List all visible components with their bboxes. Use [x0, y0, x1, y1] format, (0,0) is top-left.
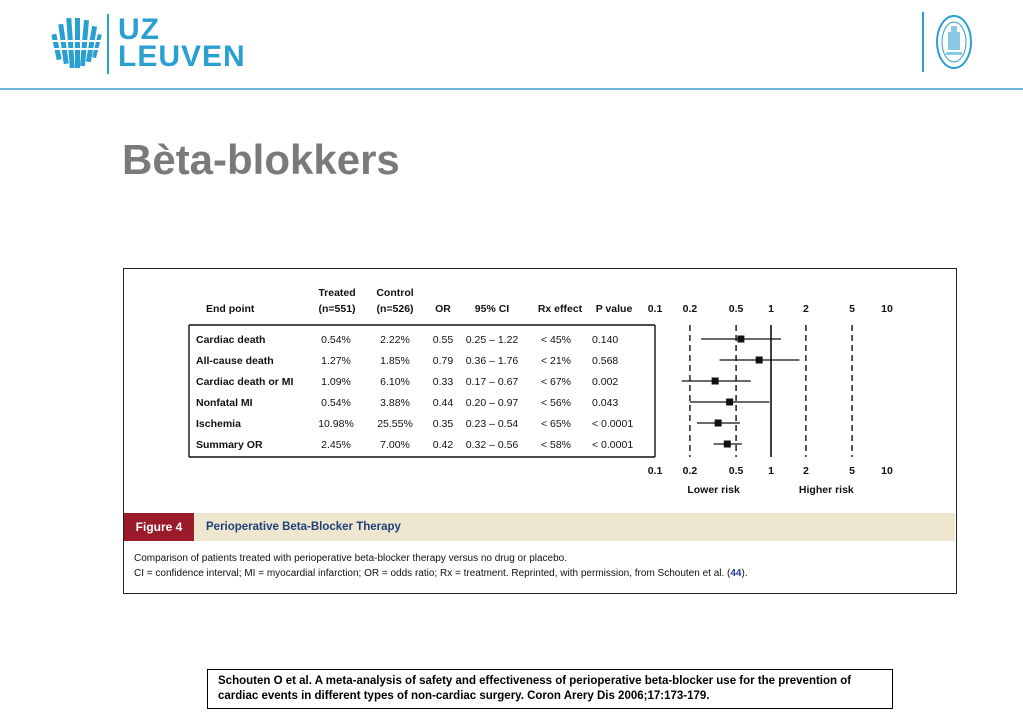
logo-line-1: UZ [118, 13, 160, 46]
row-p: 0.002 [592, 376, 619, 388]
ku-leuven-seal-icon [935, 14, 973, 70]
lower-risk-label: Lower risk [687, 484, 740, 496]
header-or: OR [435, 303, 451, 315]
caption-line-2-end: ). [741, 568, 748, 579]
row-control: 3.88% [380, 397, 410, 409]
row-treated: 1.09% [321, 376, 351, 388]
row-endpoint: Summary OR [196, 439, 263, 451]
or-marker [756, 357, 763, 364]
row-treated: 0.54% [321, 397, 351, 409]
row-ci: 0.20 – 0.97 [465, 397, 519, 409]
row-rx: < 65% [540, 418, 572, 430]
tick-label-bottom: 0.5 [728, 465, 744, 477]
header-endpoint: End point [206, 303, 255, 315]
caption-reference-link[interactable]: 44 [730, 568, 742, 579]
row-rx: < 67% [540, 376, 572, 388]
or-marker [715, 420, 722, 427]
figure-title: Perioperative Beta-Blocker Therapy [206, 521, 401, 533]
header-p: P value [595, 303, 633, 315]
tick-label-bottom: 1 [768, 465, 774, 477]
row-or: 0.79 [432, 355, 454, 367]
row-control: 7.00% [380, 439, 410, 451]
slide-header [0, 0, 1023, 90]
row-endpoint: Cardiac death or MI [196, 376, 294, 388]
header-rule [0, 88, 1023, 90]
row-control: 25.55% [377, 418, 413, 430]
forest-plot-table [124, 269, 955, 513]
row-rx: < 58% [540, 439, 572, 451]
citation-box: Schouten O et al. A meta-analysis of safety and effectiveness of perioperative beta-blocker use for the prevention of cardiac events in different types of non-cardiac surgery. Coron Arery Dis 2006;17:173-179. [207, 669, 893, 709]
row-treated: 10.98% [318, 418, 354, 430]
tick-label-bottom: 0.2 [682, 465, 698, 477]
figure-label: Figure 4 [124, 513, 194, 541]
row-endpoint: Cardiac death [196, 334, 266, 346]
caption-line-1: Comparison of patients treated with perioperative beta-blocker therapy versus no drug or placebo. [134, 553, 568, 564]
row-or: 0.35 [432, 418, 454, 430]
logo-divider [107, 14, 109, 74]
row-rx: < 45% [540, 334, 572, 346]
caption-line-2 [134, 566, 748, 581]
tick-label-bottom: 2 [802, 465, 809, 477]
row-or: 0.33 [432, 376, 454, 388]
tick-label-top: 10 [881, 303, 893, 315]
header-treated-n: (n=551) [318, 303, 356, 315]
logo-wordmark [118, 13, 246, 73]
header-rx: Rx effect [537, 303, 583, 315]
row-ci: 0.25 – 1.22 [465, 334, 519, 346]
slide-title: Bèta-blokkers [122, 136, 400, 183]
or-marker [726, 399, 733, 406]
row-or: 0.42 [432, 439, 454, 451]
tick-label-top: 0.2 [682, 303, 698, 315]
tick-label-bottom: 0.1 [647, 465, 663, 477]
row-control: 1.85% [380, 355, 410, 367]
figure-panel [123, 268, 957, 594]
header-control-n: (n=526) [376, 303, 414, 315]
row-treated: 1.27% [321, 355, 351, 367]
figure-caption-bar [124, 513, 955, 541]
or-marker [712, 378, 719, 385]
tick-label-top: 2 [802, 303, 809, 315]
row-ci: 0.36 – 1.76 [465, 355, 519, 367]
header-ci: 95% CI [474, 303, 510, 315]
row-rx: < 21% [540, 355, 572, 367]
header-control: Control [376, 287, 414, 299]
row-endpoint: Ischemia [196, 418, 241, 430]
row-control: 6.10% [380, 376, 410, 388]
or-marker [737, 336, 744, 343]
row-rx: < 56% [540, 397, 572, 409]
row-p: < 0.0001 [592, 418, 634, 430]
row-control: 2.22% [380, 334, 410, 346]
row-ci: 0.17 – 0.67 [465, 376, 519, 388]
row-endpoint: Nonfatal MI [196, 397, 253, 409]
higher-risk-label: Higher risk [798, 484, 854, 496]
caption-line-2-text: CI = confidence interval; MI = myocardial infarction; OR = odds ratio; Rx = treatment. Reprinted, with permission, from Schouten et al. ( [134, 568, 731, 579]
figure-caption [134, 551, 748, 581]
row-treated: 0.54% [321, 334, 351, 346]
tick-label-bottom: 5 [849, 465, 856, 477]
row-ci: 0.23 – 0.54 [465, 418, 519, 430]
or-marker [724, 441, 731, 448]
uz-leuven-logo-icon [50, 14, 102, 72]
row-p: < 0.0001 [592, 439, 634, 451]
row-p: 0.568 [592, 355, 619, 367]
logo-line-2: LEUVEN [118, 40, 246, 73]
tick-label-top: 0.5 [728, 303, 744, 315]
row-treated: 2.45% [321, 439, 351, 451]
tick-label-top: 0.1 [647, 303, 663, 315]
row-p: 0.140 [592, 334, 619, 346]
tick-label-bottom: 10 [881, 465, 893, 477]
row-or: 0.55 [432, 334, 454, 346]
row-endpoint: All-cause death [196, 355, 274, 367]
tick-label-top: 5 [849, 303, 856, 315]
row-or: 0.44 [432, 397, 454, 409]
header-treated: Treated [318, 287, 356, 299]
row-p: 0.043 [592, 397, 619, 409]
seal-divider [922, 12, 924, 72]
tick-label-top: 1 [768, 303, 774, 315]
row-ci: 0.32 – 0.56 [465, 439, 519, 451]
